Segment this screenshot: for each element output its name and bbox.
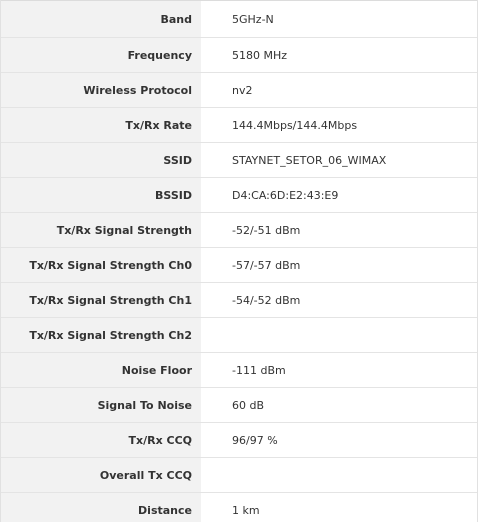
row-signal-strength [1, 213, 477, 248]
row-signal-strength-ch0 [1, 248, 477, 283]
row-overall-tx-ccq [1, 458, 477, 493]
row-label: Tx/Rx Signal Strength Ch1 [1, 283, 201, 317]
row-value: -57/-57 dBm [201, 248, 477, 282]
row-tx-rx-ccq [1, 423, 477, 458]
row-label: Signal To Noise [1, 388, 201, 422]
row-label: SSID [1, 143, 201, 177]
row-value: 144.4Mbps/144.4Mbps [201, 108, 477, 142]
row-label: Overall Tx CCQ [1, 458, 201, 492]
row-value: 96/97 % [201, 423, 477, 457]
row-value: -111 dBm [201, 353, 477, 387]
row-value: 60 dB [201, 388, 477, 422]
row-label: Tx/Rx Signal Strength Ch0 [1, 248, 201, 282]
row-bssid [1, 178, 477, 213]
row-value: 5GHz-N [201, 1, 477, 37]
row-label: Band [1, 1, 201, 37]
row-value: -52/-51 dBm [201, 213, 477, 247]
row-signal-to-noise [1, 388, 477, 423]
row-label: BSSID [1, 178, 201, 212]
row-wireless-protocol [1, 73, 477, 108]
row-label: Noise Floor [1, 353, 201, 387]
row-frequency [1, 38, 477, 73]
row-label: Tx/Rx Signal Strength Ch2 [1, 318, 201, 352]
row-value: -54/-52 dBm [201, 283, 477, 317]
row-signal-strength-ch2 [1, 318, 477, 353]
row-value [201, 458, 477, 492]
row-label: Tx/Rx CCQ [1, 423, 201, 457]
row-distance [1, 493, 477, 522]
row-value: 5180 MHz [201, 38, 477, 72]
row-value [201, 318, 477, 352]
row-label: Distance [1, 493, 201, 522]
row-label: Wireless Protocol [1, 73, 201, 107]
row-band [1, 0, 477, 38]
row-value: nv2 [201, 73, 477, 107]
row-label: Frequency [1, 38, 201, 72]
row-value: D4:CA:6D:E2:43:E9 [201, 178, 477, 212]
row-label: Tx/Rx Signal Strength [1, 213, 201, 247]
row-label: Tx/Rx Rate [1, 108, 201, 142]
row-tx-rx-rate [1, 108, 477, 143]
row-value: STAYNET_SETOR_06_WIMAX [201, 143, 477, 177]
row-noise-floor [1, 353, 477, 388]
row-value: 1 km [201, 493, 477, 522]
row-ssid [1, 143, 477, 178]
row-signal-strength-ch1 [1, 283, 477, 318]
